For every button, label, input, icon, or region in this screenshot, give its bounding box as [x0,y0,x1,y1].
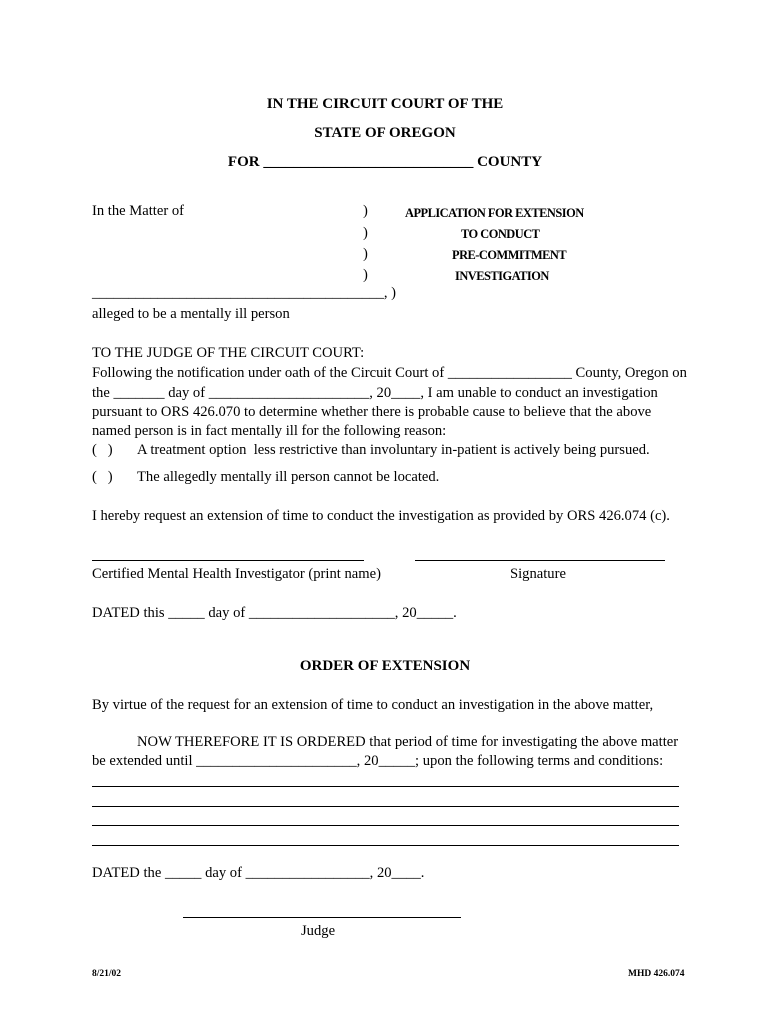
caption-title-line: TO CONDUCT [461,227,540,241]
respondent-name-line: ________________________________________, ) [92,285,397,301]
option-not-located-text: The allegedly mentally ill person cannot be located. [137,469,440,485]
option-treatment-text: A treatment option less restrictive than involuntary in-patient is actively being pursued. [137,442,650,458]
court-title: IN THE CIRCUIT COURT OF THE [266,96,504,112]
signature-label: Signature [510,566,566,582]
caption-title-line: INVESTIGATION [455,269,549,283]
investigator-name-field[interactable] [92,560,364,561]
judge-label: Judge [301,923,336,939]
option-treatment-checkbox[interactable]: ( ) [92,442,113,458]
conditions-line[interactable] [92,806,679,807]
conditions-line[interactable] [92,845,679,846]
caption-paren: ) [363,267,368,283]
in-the-matter-of: In the Matter of [92,203,184,219]
application-paragraph-line: Following the notification under oath of the Circuit Court of _________________ County, Oregon on [92,365,687,381]
caption-title-line: PRE-COMMITMENT [452,248,567,262]
caption-paren: ) [363,246,368,262]
option-not-located-checkbox[interactable]: ( ) [92,469,113,485]
conditions-line[interactable] [92,825,679,826]
order-dated-line: DATED the _____ day of _________________, 20____. [92,865,425,881]
form-number: MHD 426.074 [628,969,685,979]
investigator-signature-field[interactable] [415,560,665,561]
caption-paren: ) [363,225,368,241]
judge-signature-field[interactable] [183,917,461,918]
order-intro: By virtue of the request for an extension of time to conduct an investigation in the above matter, [92,697,654,713]
caption-paren: ) [363,203,368,219]
county-line: FOR ____________________________ COUNTY [227,154,543,170]
application-paragraph-line: named person is in fact mentally ill for the following reason: [92,423,447,439]
conditions-line[interactable] [92,786,679,787]
order-ordered-line: NOW THEREFORE IT IS ORDERED that period of time for investigating the above matter [137,734,679,750]
extension-request: I hereby request an extension of time to conduct the investigation as provided by ORS 426.074 (c). [92,508,670,524]
form-revision-date: 8/21/02 [92,969,122,979]
application-paragraph-line: the _______ day of ______________________, 20____, I am unable to conduct an investigation [92,385,658,401]
order-ordered-line: be extended until ______________________, 20_____; upon the following terms and conditions: [92,753,664,769]
caption-title-line: APPLICATION FOR EXTENSION [405,206,584,220]
state-title: STATE OF OREGON [314,125,456,141]
application-paragraph-line: pursuant to ORS 426.070 to determine whether there is probable cause to believe that the above [92,404,652,420]
investigator-name-label: Certified Mental Health Investigator (print name) [92,566,381,582]
alleged-mentally-ill-label: alleged to be a mentally ill person [92,306,290,322]
application-dated-line: DATED this _____ day of ____________________, 20_____. [92,605,457,621]
order-title: ORDER OF EXTENSION [299,658,471,674]
salutation: TO THE JUDGE OF THE CIRCUIT COURT: [92,345,365,361]
